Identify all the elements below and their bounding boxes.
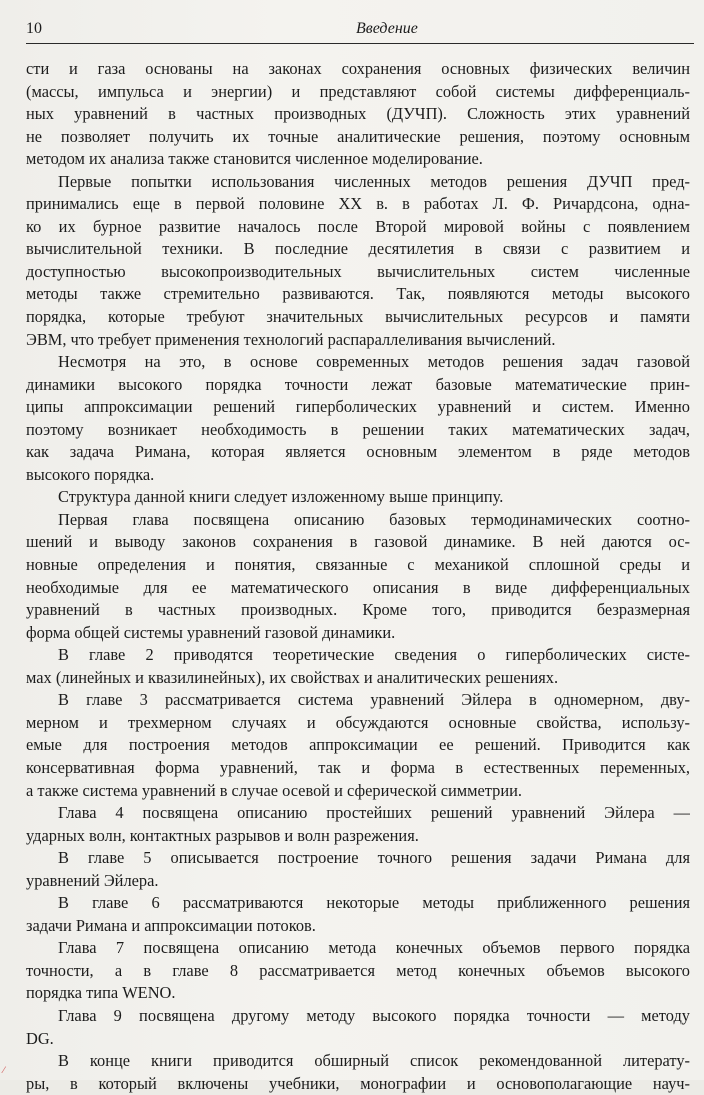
text-line: уравнений в частных производных. Кроме того, приводится безразмерная <box>26 600 690 620</box>
text-line: новные определения и понятия, связанные с механикой сплошной среды и <box>26 555 690 575</box>
text-line: ко их бурное развитие началось после Второй мировой войны с появлением <box>26 216 690 236</box>
text-line: уравнений Эйлера. <box>26 870 159 890</box>
text-line: Несмотря на это, в основе современных методов решения задач газовой <box>58 352 690 372</box>
text-line: принимались еще в первой половине XX в. в работах Л. Ф. Ричардсона, одна- <box>26 194 690 214</box>
paragraph <box>26 802 690 847</box>
paragraph <box>26 351 690 486</box>
text-line: ных уравнений в частных производных (ДУЧП). Сложность этих уравнений <box>26 104 690 124</box>
text-line: В главе 5 описывается построение точного решения задачи Римана для <box>58 848 690 868</box>
text-line: Структура данной книги следует изложенному выше принципу. <box>58 487 504 507</box>
body-text <box>26 58 690 1095</box>
text-line: вычислительной техники. В последние десятилетия в связи с развитием и <box>26 239 690 259</box>
text-line: ЭВМ, что требует применения технологий распараллеливания вычислений. <box>26 329 556 349</box>
text-line: задачи Римана и аппроксимации потоков. <box>26 915 316 935</box>
text-line: а также система уравнений в случае осевой и сферической симметрии. <box>26 780 523 800</box>
running-title: Введение <box>356 20 418 37</box>
text-line: форма общей системы уравнений газовой динамики. <box>26 622 396 642</box>
text-line: шений и выводу законов сохранения в газовой динамике. В ней даются ос- <box>26 532 690 552</box>
paragraph <box>26 644 690 689</box>
text-line: консервативная форма уравнений, так и форма в естественных переменных, <box>26 757 690 777</box>
text-line: необходимые для ее математического описания в виде дифференциальных <box>26 577 690 597</box>
text-line: емые для построения методов аппроксимации ее решений. Приводится как <box>26 735 690 755</box>
paragraph <box>26 486 690 509</box>
paragraph <box>26 509 690 644</box>
text-line: Первая глава посвящена описанию базовых термодинамических соотно- <box>58 509 690 529</box>
paragraph <box>26 847 690 892</box>
text-line: высокого порядка. <box>26 464 155 484</box>
text-line: мах (линейных и квазилинейных), их свойствах и аналитических решениях. <box>26 667 559 687</box>
text-line: Глава 9 посвящена другому методу высокого порядка точности — методу <box>58 1005 690 1025</box>
text-line: методы также стремительно развиваются. Так, появляются методы высокого <box>26 284 690 304</box>
paragraph <box>26 892 690 937</box>
text-line: Глава 4 посвящена описанию простейших решений уравнений Эйлера — <box>58 803 690 823</box>
text-line: мерном и трехмерном случаях и обсуждаются основные свойства, использу- <box>26 712 690 732</box>
text-line: порядка типа WENO. <box>26 983 176 1003</box>
text-line: ципы аппроксимации решений гиперболических уравнений и систем. Именно <box>26 397 690 417</box>
text-line: DG. <box>26 1028 54 1048</box>
text-line: В главе 2 приводятся теоретические сведения о гиперболических систе- <box>58 645 690 665</box>
text-line: сти и газа основаны на законах сохранения основных физических величин <box>26 59 690 78</box>
paragraph <box>26 1005 690 1050</box>
text-line: поэтому возникает необходимость в решении таких математических задач, <box>26 419 690 439</box>
text-line: как задача Римана, которая является основным элементом в ряде методов <box>26 442 690 462</box>
text-line: Первые попытки использования численных методов решения ДУЧП пред- <box>58 171 690 191</box>
corner-mark: ⁄ <box>3 1066 5 1076</box>
paragraph <box>26 58 690 171</box>
text-line: ры, в который включены учебники, монографии и основополагающие науч- <box>26 1073 690 1093</box>
text-line: точности, а в главе 8 рассматривается метод конечных объемов высокого <box>26 960 690 980</box>
text-line: не позволяет получить их точные аналитические решения, поэтому основным <box>26 126 690 146</box>
text-line: методом их анализа также становится численное моделирование. <box>26 149 483 169</box>
paragraph <box>26 1050 690 1095</box>
text-line: В главе 3 рассматривается система уравнений Эйлера в одномерном, дву- <box>58 690 690 710</box>
text-line: Глава 7 посвящена описанию метода конечных объемов первого порядка <box>58 938 690 958</box>
paragraph <box>26 689 690 802</box>
text-line: порядка, которые требуют значительных вычислительных ресурсов и памяти <box>26 307 690 327</box>
header-rule <box>26 43 694 44</box>
text-line: доступностью высокопроизводительных вычислительных систем численные <box>26 261 690 281</box>
text-line: динамики высокого порядка точности лежат базовые математические прин- <box>26 374 690 394</box>
text-line: (массы, импульса и энергии) и представляют собой системы дифференциаль- <box>26 81 690 101</box>
page-number: 10 <box>26 20 42 37</box>
text-line: ударных волн, контактных разрывов и волн разрежения. <box>26 825 419 845</box>
page-header <box>26 18 694 42</box>
paragraph <box>26 171 690 351</box>
paragraph <box>26 937 690 1005</box>
text-line: В конце книги приводится обширный список рекомендованной литерату- <box>58 1051 690 1071</box>
text-line: В главе 6 рассматриваются некоторые методы приближенного решения <box>58 893 690 913</box>
